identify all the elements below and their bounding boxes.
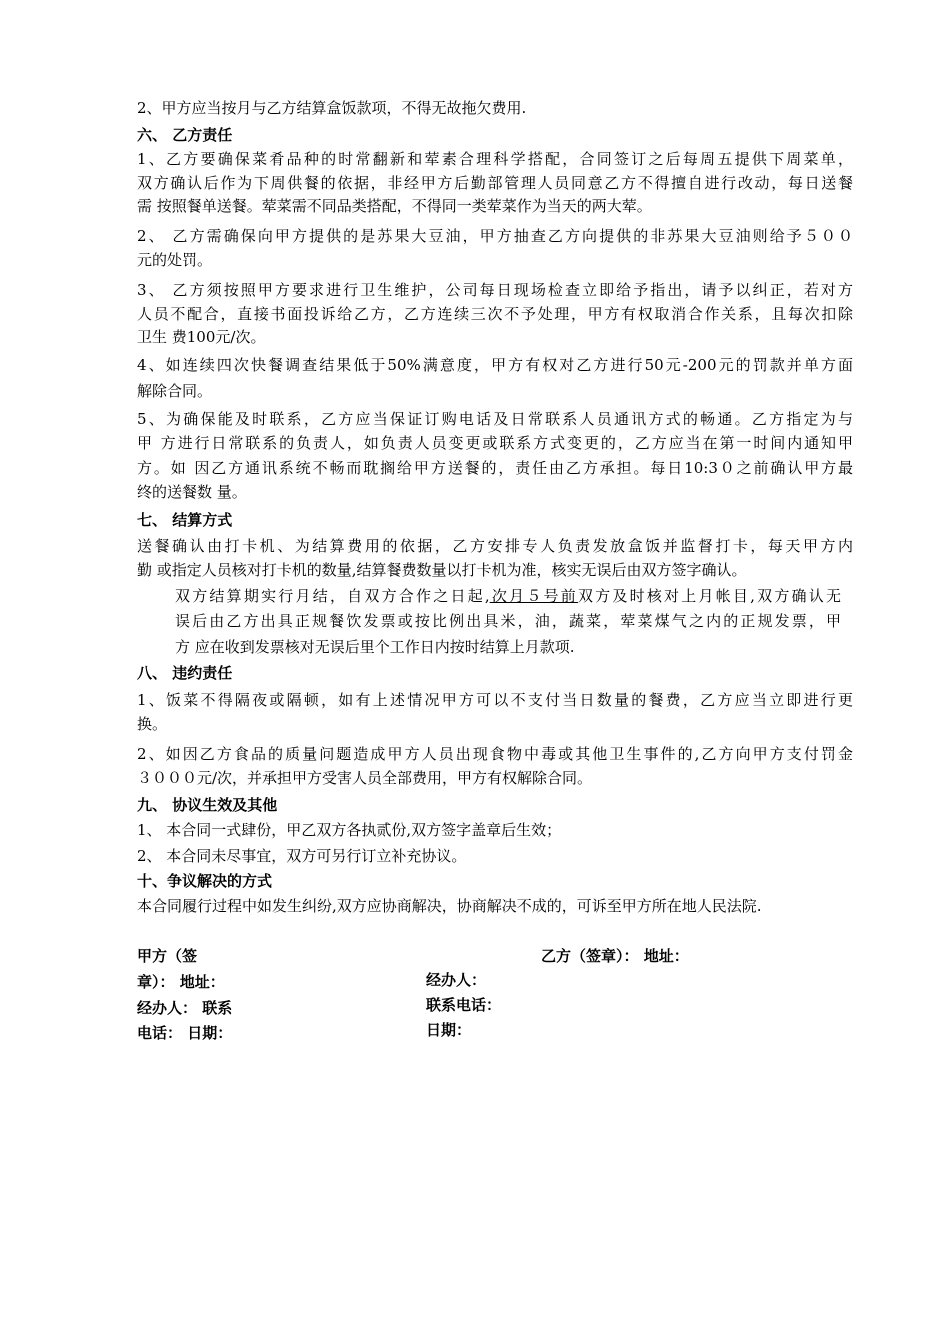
section-heading: 七、 结算方式 xyxy=(137,511,233,529)
text-line: 终的送餐数 量。 xyxy=(137,483,247,501)
text-line: 解除合同。 xyxy=(137,382,213,400)
signature-party-b-line: 联系电话： xyxy=(426,996,502,1014)
text-segment: 双方及时核对上月帐目,双方确认无 xyxy=(577,587,841,605)
text-line: 甲 方进行日常联系的负责人，如负责人员变更或联系方式变更的，乙方应当在第一时间内通知甲 xyxy=(137,434,853,452)
signature-party-a-line: 电话： 日期： xyxy=(137,1024,233,1042)
section-heading: 八、 违约责任 xyxy=(137,664,233,682)
section-heading: 十、争议解决的方式 xyxy=(137,872,273,890)
section-heading: 六、 乙方责任 xyxy=(137,126,233,144)
signature-party-a-line: 甲方（签 xyxy=(137,947,198,965)
signature-party-a-line: 经办人： 联系 xyxy=(137,999,233,1017)
text-line: 2、 乙方需确保向甲方提供的是苏果大豆油，甲方抽查乙方向提供的非苏果大豆油则给予５００ xyxy=(137,227,853,245)
text-line: 3、 乙方须按照甲方要求进行卫生维护，公司每日现场检查立即给予指出，请予以纠正，若对方 xyxy=(137,281,853,299)
text-line: 2、甲方应当按月与乙方结算盒饭款项，不得无故拖欠费用. xyxy=(137,99,527,117)
text-line: 卫生 费100元/次。 xyxy=(137,328,266,346)
signature-party-b-line: 乙方（签章）： 地址： xyxy=(541,947,689,965)
text-line: 换。 xyxy=(137,715,168,733)
section-heading: 九、 协议生效及其他 xyxy=(137,796,278,814)
text-line: 送餐确认由打卡机、为结算费用的依据，乙方安排专人负责发放盒饭并监督打卡，每天甲方内 xyxy=(137,537,853,555)
text-line: 1、乙方要确保菜肴品种的时常翻新和荤素合理科学搭配，合同签订之后每周五提供下周菜单， xyxy=(137,150,853,168)
text-line: 1、 本合同一式肆份，甲乙双方各执贰份,双方签字盖章后生效； xyxy=(137,821,562,839)
text-line: 5、为确保能及时联系，乙方应当保证订购电话及日常联系人员通讯方式的畅通。乙方指定为与 xyxy=(137,410,853,428)
text-line: 2、 本合同未尽事宜，双方可另行订立补充协议。 xyxy=(137,847,467,865)
text-segment: 双方结算期实行月结，自双方合作之日起, xyxy=(175,587,490,605)
signature-party-b-line: 经办人： xyxy=(426,971,487,989)
text-line: 1、饭菜不得隔夜或隔顿，如有上述情况甲方可以不支付当日数量的餐费，乙方应当立即进行更 xyxy=(137,691,853,709)
text-line: 2、如因乙方食品的质量问题造成甲方人员出现食物中毒或其他卫生事件的,乙方向甲方支付罚金 xyxy=(137,745,853,763)
text-line xyxy=(175,586,841,606)
text-line: ３０００元/次，并承担甲方受害人员全部费用，甲方有权解除合同。 xyxy=(137,769,593,787)
text-line: 方 应在收到发票核对无误后里个工作日内按时结算上月款项. xyxy=(175,638,575,656)
text-line: 本合同履行过程中如发生纠纷,双方应协商解决，协商解决不成的，可诉至甲方所在地人民法院. xyxy=(137,897,762,915)
text-line: 需 按照餐单送餐。荤菜需不同品类搭配，不得同一类荤菜作为当天的两大荤。 xyxy=(137,197,652,215)
text-line: 双方确认后作为下周供餐的依据，非经甲方后勤部管理人员同意乙方不得擅自进行改动，每日送餐 xyxy=(137,174,853,192)
text-line: 元的处罚。 xyxy=(137,251,213,269)
text-line: 误后由乙方出具正规餐饮发票或按比例出具米，油，蔬菜，荤菜煤气之内的正规发票，甲 xyxy=(175,612,841,630)
underlined-date: 次月５号前 xyxy=(489,587,578,605)
text-line: 方。如 因乙方通讯系统不畅而耽搁给甲方送餐的，责任由乙方承担。每日10:3０之前确认甲方最 xyxy=(137,459,853,477)
signature-party-b-line: 日期： xyxy=(426,1021,472,1039)
text-line: 人员不配合，直接书面投诉给乙方，乙方连续三次不予处理，甲方有权取消合作关系，且每次扣除 xyxy=(137,305,853,323)
text-line: 4、如连续四次快餐调查结果低于50%满意度，甲方有权对乙方进行50元-200元的罚款并单方面 xyxy=(137,356,853,374)
signature-party-a-line: 章）： 地址： xyxy=(137,973,225,991)
text-line: 勤 或指定人员核对打卡机的数量,结算餐费数量以打卡机为准，核实无误后由双方签字确认。 xyxy=(137,561,747,579)
